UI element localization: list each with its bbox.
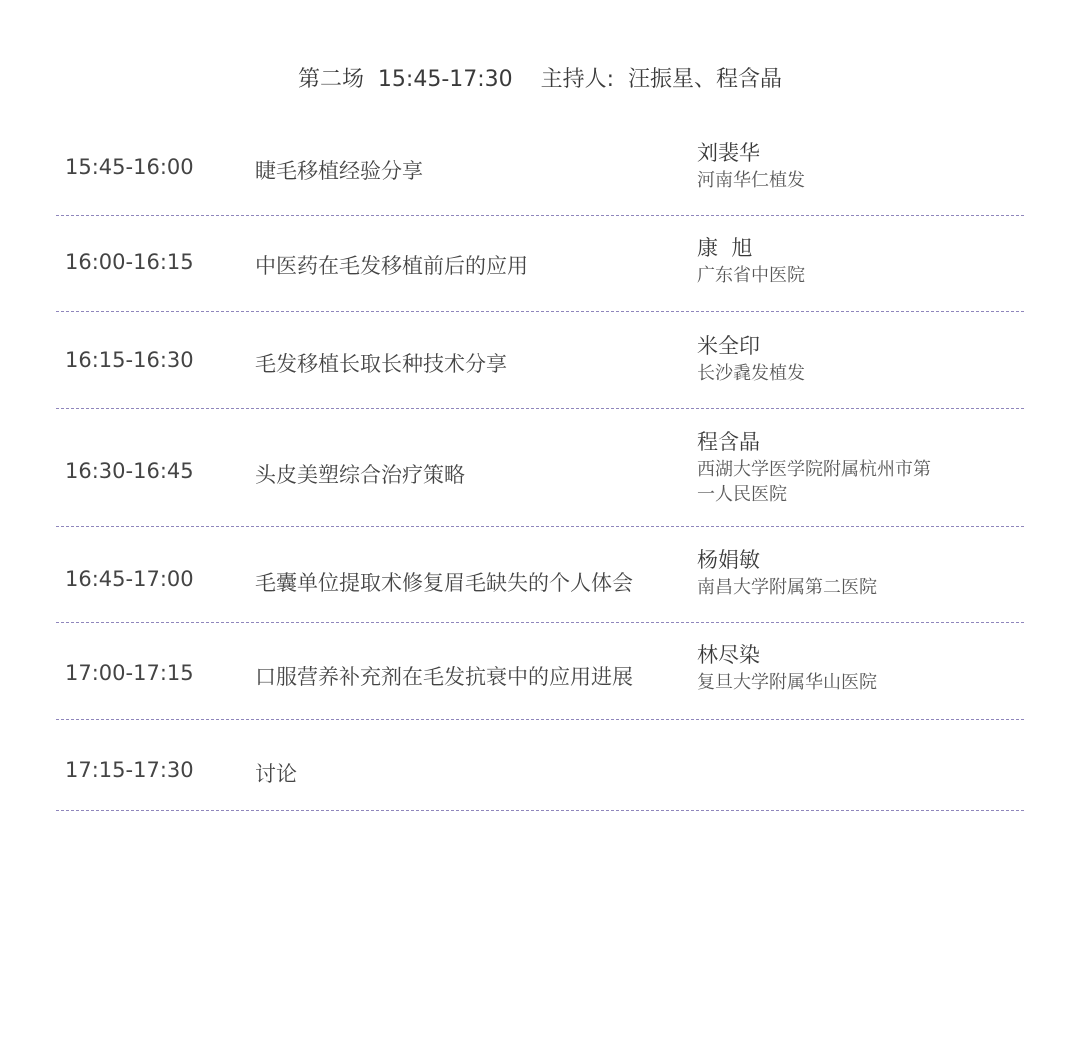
speaker-name: 刘裴华 (697, 141, 760, 165)
speaker-affiliation: 复旦大学附属华山医院 (697, 672, 877, 693)
speaker-name: 杨娟敏 (697, 548, 760, 572)
speaker-name: 林尽染 (697, 643, 760, 667)
row-speaker (697, 545, 1017, 600)
schedule-row (56, 216, 1024, 312)
row-speaker (697, 331, 1017, 386)
row-topic: 头皮美塑综合治疗策略 (255, 463, 465, 487)
row-time: 16:15-16:30 (65, 348, 194, 372)
speaker-name: 米全印 (697, 334, 760, 358)
row-topic: 毛发移植长取长种技术分享 (255, 352, 507, 376)
row-speaker (697, 427, 947, 507)
row-time: 17:00-17:15 (65, 661, 194, 685)
row-topic: 中医药在毛发移植前后的应用 (255, 254, 528, 278)
row-time: 16:45-17:00 (65, 567, 194, 591)
session-title: 第二场 15:45-17:30 主持人: 汪振星、程含晶 (297, 67, 783, 92)
row-topic: 毛囊单位提取术修复眉毛缺失的个人体会 (255, 571, 633, 595)
speaker-name: 康 旭 (697, 236, 753, 260)
schedule-row (56, 720, 1024, 811)
speaker-affiliation: 西湖大学医学院附属杭州市第一人民医院 (697, 459, 931, 505)
schedule-table (56, 122, 1024, 811)
speaker-affiliation: 长沙毳发植发 (697, 363, 805, 384)
schedule-row (56, 623, 1024, 720)
schedule-row (56, 122, 1024, 216)
schedule-row (56, 312, 1024, 409)
row-time: 16:00-16:15 (65, 250, 194, 274)
schedule-row (56, 527, 1024, 623)
speaker-name: 程含晶 (697, 430, 760, 454)
row-time: 16:30-16:45 (65, 459, 194, 483)
row-time: 15:45-16:00 (65, 155, 194, 179)
row-time: 17:15-17:30 (65, 758, 194, 782)
row-speaker (697, 233, 1017, 288)
row-topic: 睫毛移植经验分享 (255, 159, 423, 183)
row-speaker (697, 138, 1017, 193)
speaker-affiliation: 南昌大学附属第二医院 (697, 577, 877, 598)
row-topic: 讨论 (255, 762, 297, 786)
speaker-affiliation: 广东省中医院 (697, 265, 805, 286)
row-speaker (697, 640, 1017, 695)
speaker-affiliation: 河南华仁植发 (697, 170, 805, 191)
row-topic: 口服营养补充剂在毛发抗衰中的应用进展 (255, 665, 633, 689)
schedule-row (56, 409, 1024, 527)
